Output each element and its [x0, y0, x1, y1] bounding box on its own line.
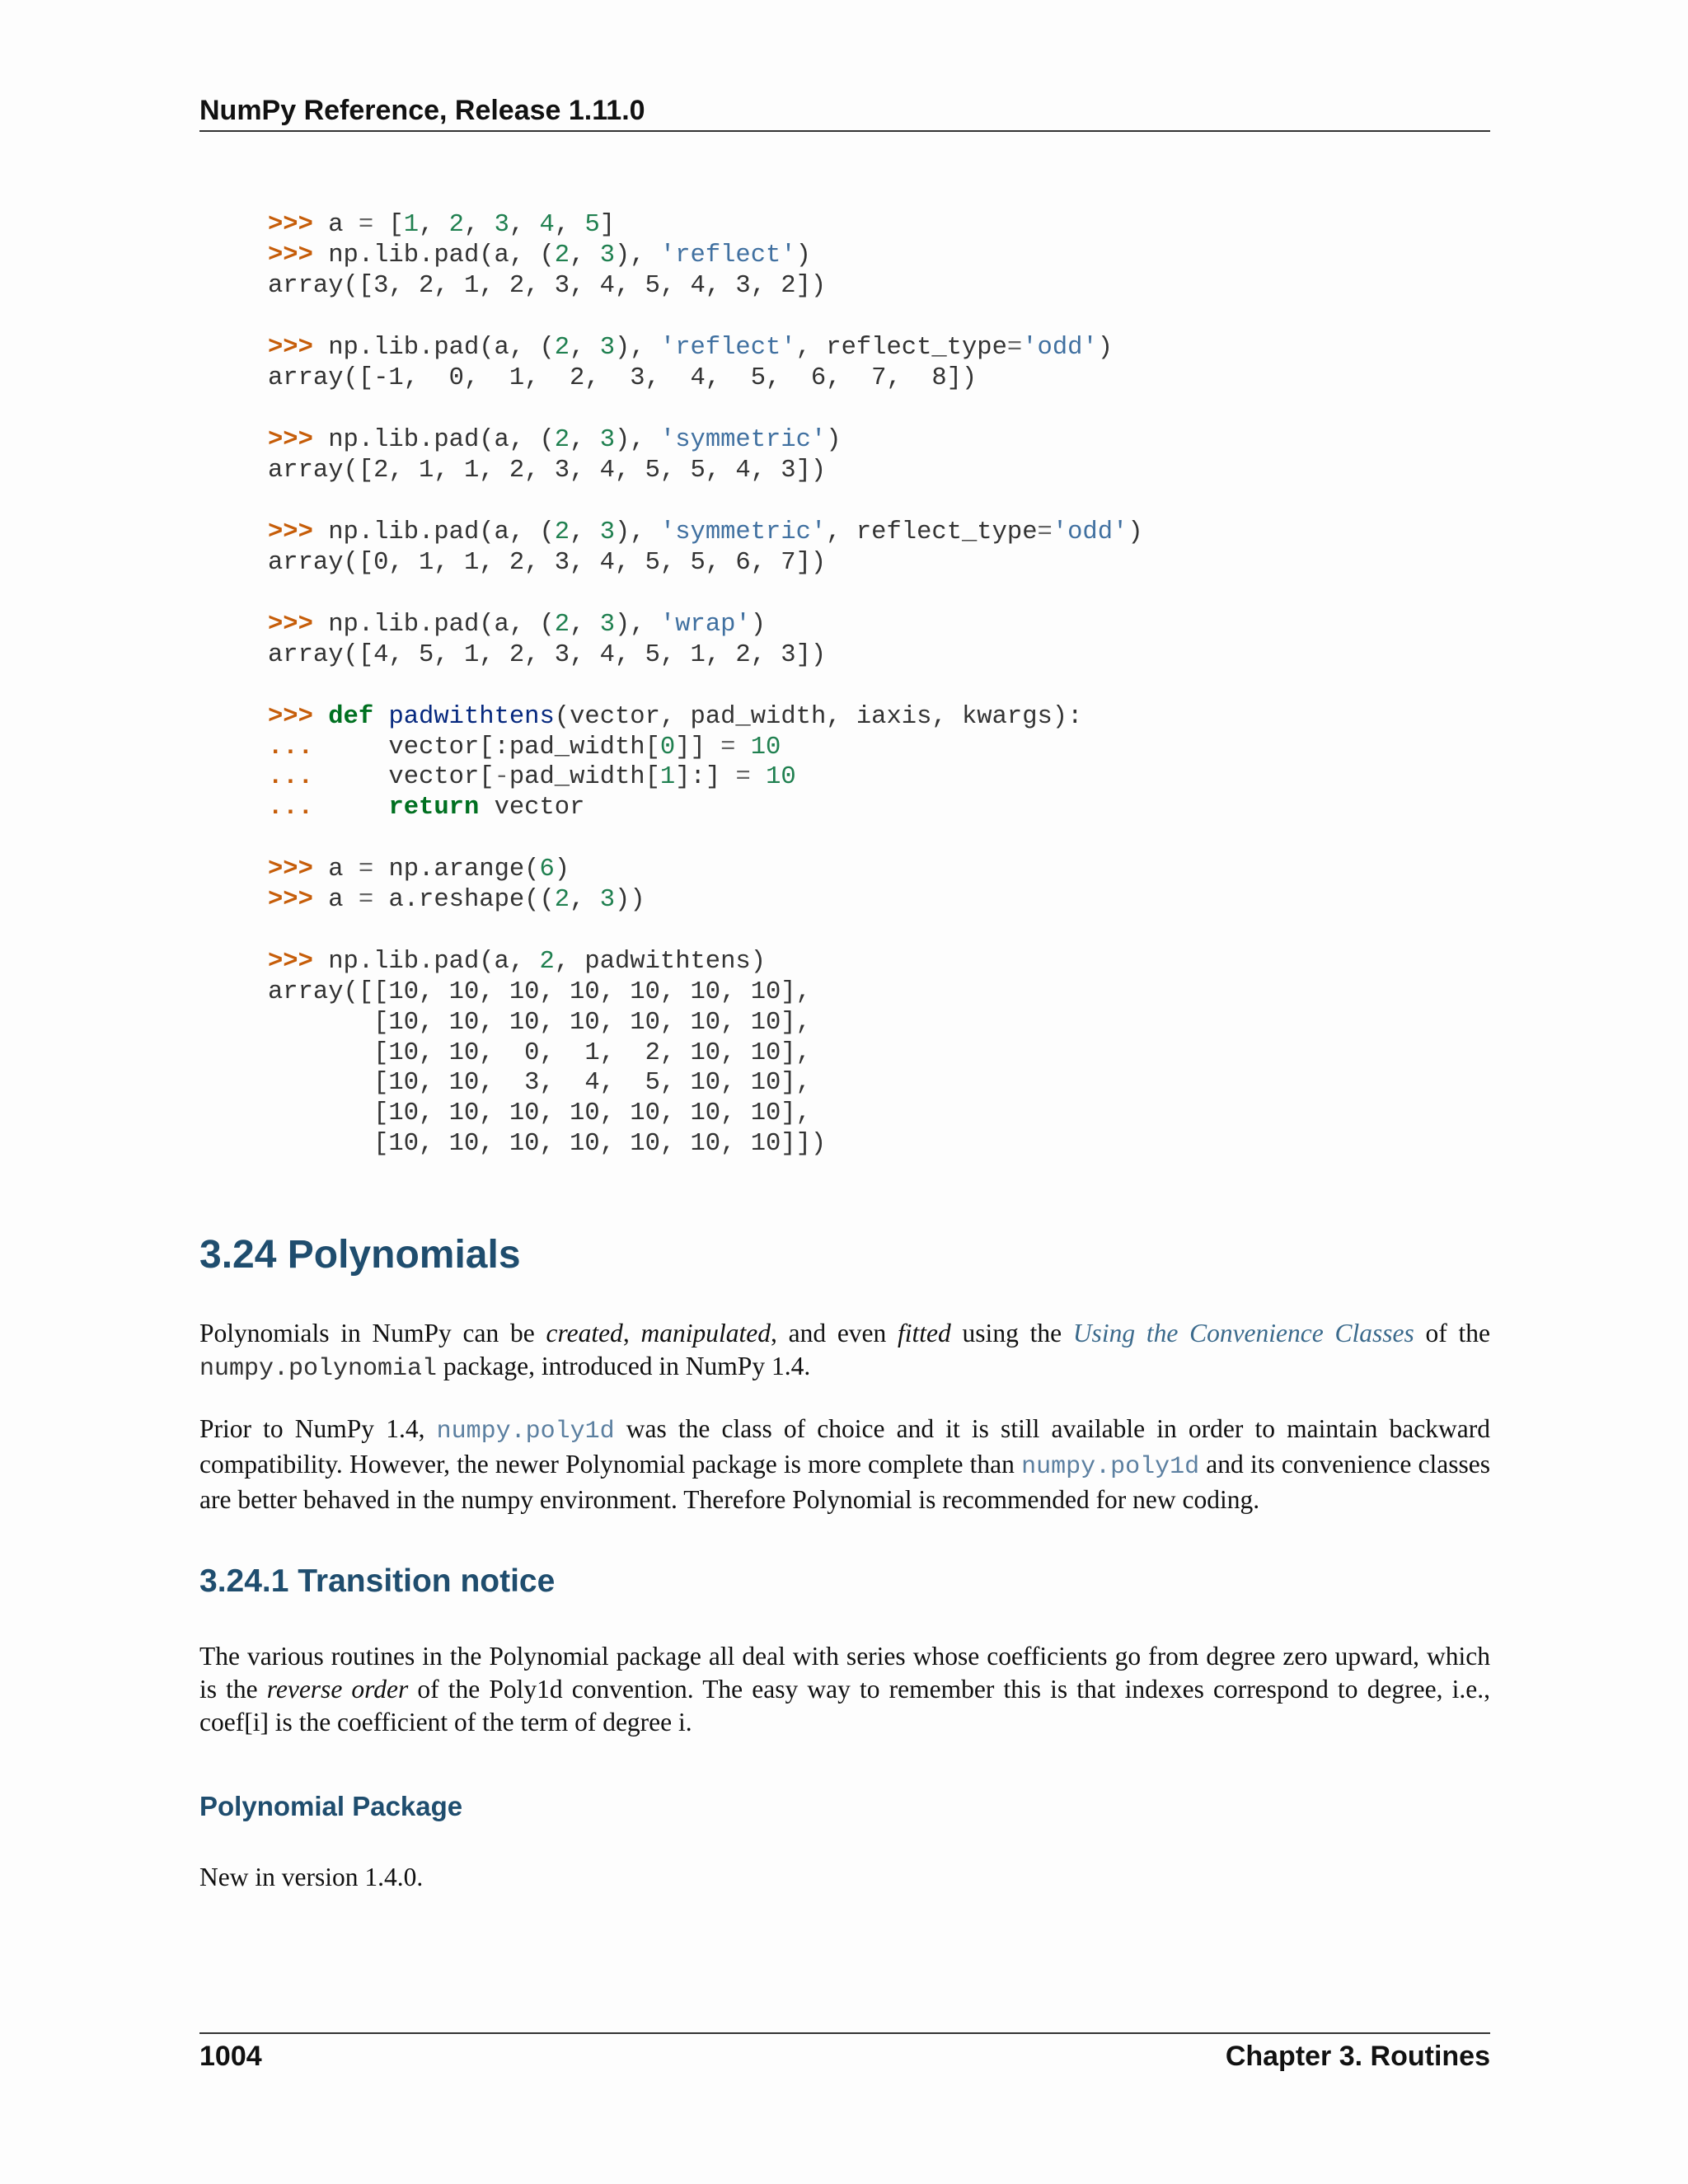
code-text: ) — [1128, 518, 1143, 546]
keyword: return — [388, 794, 480, 823]
prompt: >>> — [268, 702, 329, 731]
number-literal: 10 — [766, 763, 796, 792]
operator: = — [358, 211, 374, 239]
code-text: a — [328, 855, 359, 884]
paragraph-poly1d — [199, 1413, 1490, 1516]
code-text: np.arange( — [373, 855, 540, 884]
code-text: pad_width[ — [509, 763, 660, 792]
prompt: ... — [268, 733, 329, 762]
emphasis: fitted — [898, 1319, 951, 1347]
prompt: >>> — [268, 886, 329, 915]
prompt: >>> — [268, 855, 329, 884]
code-text: np.lib.pad(a, — [328, 948, 540, 977]
string-literal: 'symmetric' — [659, 518, 827, 546]
code-text: ]:] — [675, 763, 736, 792]
number-literal: 3 — [599, 886, 616, 915]
header-title: NumPy Reference, Release 1.11.0 — [199, 95, 645, 126]
text: using the — [950, 1319, 1073, 1347]
code-blank-line — [268, 485, 1143, 517]
code-line — [268, 885, 1143, 916]
text: package, introduced in NumPy 1.4. — [437, 1352, 811, 1380]
number-literal: 3 — [599, 518, 615, 546]
code-line — [268, 518, 1143, 548]
output-text: [10, 10, 10, 10, 10, 10, 10], — [268, 1099, 811, 1128]
code-text: a.reshape(( — [373, 886, 555, 915]
code-line — [268, 855, 1143, 885]
code-text: np.lib.pad(a, ( — [328, 518, 555, 546]
prompt: ... — [268, 794, 329, 823]
number-literal: 3 — [599, 333, 615, 362]
code-text: np.lib.pad(a, ( — [328, 610, 555, 639]
code-text: , reflect_type — [826, 518, 1038, 546]
code-line — [268, 702, 1143, 733]
number-literal: 1 — [659, 763, 676, 792]
number-literal: 3 — [494, 211, 509, 239]
code-text: [ — [373, 211, 404, 239]
code-line — [268, 456, 1143, 486]
string-literal: 'reflect' — [659, 333, 796, 362]
text: The various routines in the Polynomial package all deal with series whose coefficients go from degree zero upward, which is the — [199, 1642, 1490, 1704]
code-text — [751, 763, 766, 791]
poly1d-link[interactable]: numpy.poly1d — [436, 1418, 615, 1446]
operator: = — [358, 886, 374, 915]
string-literal: 'symmetric' — [659, 425, 827, 454]
chapter-label: Chapter 3. Routines — [1225, 2041, 1490, 2072]
code-text: , — [570, 333, 600, 362]
code-line — [268, 977, 1143, 1008]
operator: = — [1037, 518, 1053, 546]
output-text: [10, 10, 10, 10, 10, 10, 10], — [268, 1008, 811, 1037]
prompt: >>> — [268, 948, 329, 977]
prompt: >>> — [268, 425, 329, 454]
output-text: array([4, 5, 1, 2, 3, 4, 5, 1, 2, 3]) — [268, 640, 827, 669]
number-literal: 5 — [584, 211, 600, 239]
operator: = — [735, 763, 751, 792]
code-line — [268, 793, 1143, 823]
code-line — [268, 241, 1143, 271]
code-text: ) — [826, 425, 842, 454]
prompt: >>> — [268, 241, 329, 269]
code-line — [268, 333, 1143, 363]
number-literal: 6 — [539, 855, 555, 884]
output-text: [10, 10, 10, 10, 10, 10, 10]]) — [268, 1130, 827, 1159]
string-literal: 'wrap' — [659, 610, 751, 639]
code-text: , — [570, 518, 600, 546]
code-text — [373, 703, 388, 731]
code-text: ), — [615, 518, 660, 546]
code-text: ] — [599, 211, 616, 239]
emphasis: manipulated — [640, 1319, 771, 1347]
paragraph-version: New in version 1.4.0. — [199, 1863, 424, 1891]
operator: = — [1006, 333, 1023, 362]
code-text: np.lib.pad(a, ( — [328, 425, 555, 454]
poly1d-link[interactable]: numpy.poly1d — [1021, 1453, 1200, 1481]
number-literal: 2 — [554, 333, 570, 362]
code-text: np.lib.pad(a, ( — [328, 333, 555, 362]
code-blank-line — [268, 301, 1143, 332]
subsubsection-heading: Polynomial Package — [199, 1791, 463, 1821]
text: Polynomials in NumPy can be — [199, 1319, 546, 1347]
convenience-classes-link[interactable]: Using the Convenience Classes — [1072, 1319, 1414, 1347]
code-line — [268, 271, 1143, 302]
code-text: vector — [479, 794, 585, 823]
code-text: , — [509, 211, 540, 239]
code-text: ), — [615, 241, 660, 269]
code-text: , padwithtens) — [554, 948, 767, 977]
code-text: )) — [615, 886, 645, 915]
inline-code: numpy.polynomial — [199, 1355, 438, 1383]
code-blank-line — [268, 916, 1143, 947]
subsection-heading: 3.24.1 Transition notice — [199, 1563, 556, 1599]
code-line — [268, 363, 1143, 394]
prompt: ... — [268, 763, 329, 792]
output-text: [10, 10, 3, 4, 5, 10, 10], — [268, 1069, 811, 1098]
code-line — [268, 1099, 1143, 1129]
code-text: ) — [1097, 333, 1114, 362]
emphasis: created — [546, 1319, 623, 1347]
paragraph-intro — [199, 1317, 1490, 1385]
code-text: ), — [615, 333, 660, 362]
code-text: (vector, pad_width, iaxis, kwargs): — [554, 702, 1083, 731]
code-text: , — [554, 211, 585, 239]
code-blank-line — [268, 670, 1143, 701]
operator: - — [494, 763, 509, 792]
code-text — [328, 794, 388, 822]
code-blank-line — [268, 578, 1143, 609]
prompt: >>> — [268, 518, 329, 546]
number-literal: 3 — [599, 241, 615, 269]
number-literal: 3 — [599, 610, 615, 639]
code-text: ), — [615, 425, 660, 454]
text: was the class of choice and it is still available in order to maintain backward compatibility. However, the newer Polynomial package is more complete than — [199, 1414, 1490, 1479]
code-text: , — [463, 211, 495, 239]
number-literal: 2 — [539, 948, 555, 977]
number-literal: 2 — [554, 610, 570, 639]
string-literal: 'odd' — [1022, 333, 1098, 362]
code-blank-line — [268, 393, 1143, 424]
code-text: ), — [615, 610, 660, 639]
code-text: , — [570, 886, 600, 915]
number-literal: 2 — [554, 886, 570, 915]
code-line — [268, 1038, 1143, 1069]
code-line — [268, 733, 1143, 763]
code-text — [735, 733, 750, 762]
operator: = — [358, 855, 374, 884]
running-footer — [199, 2032, 1490, 2073]
code-text: , — [419, 211, 449, 239]
string-literal: 'odd' — [1052, 518, 1128, 546]
output-text: array([0, 1, 1, 2, 3, 4, 5, 5, 6, 7]) — [268, 548, 827, 577]
code-text: ) — [750, 610, 767, 639]
code-line — [268, 762, 1143, 793]
code-text: a — [328, 886, 359, 915]
code-line — [268, 210, 1143, 241]
number-literal: 3 — [599, 425, 615, 454]
code-text: ) — [795, 241, 811, 269]
text: of the Poly1d convention. The easy way to remember this is that indexes correspond to degree, i.e., coef[i] is the coefficient of the term of degree i. — [199, 1675, 1490, 1736]
number-literal: 10 — [750, 733, 781, 762]
prompt: >>> — [268, 333, 329, 362]
number-literal: 2 — [554, 425, 570, 454]
section-heading: 3.24 Polynomials — [199, 1233, 521, 1277]
number-literal: 0 — [659, 733, 676, 762]
code-text: np.lib.pad(a, ( — [328, 241, 555, 269]
code-line — [268, 1008, 1143, 1038]
operator: = — [720, 733, 736, 762]
number-literal: 2 — [448, 211, 464, 239]
code-text: ]] — [675, 733, 721, 762]
code-blank-line — [268, 823, 1143, 855]
code-line — [268, 947, 1143, 977]
code-line — [268, 1068, 1143, 1099]
emphasis: reverse order — [266, 1675, 409, 1704]
page-number: 1004 — [199, 2041, 262, 2072]
code-line — [268, 640, 1143, 671]
code-line — [268, 425, 1143, 456]
code-line — [268, 610, 1143, 640]
code-text: , reflect_type — [795, 333, 1007, 362]
output-text: array([-1, 0, 1, 2, 3, 4, 5, 6, 7, 8]) — [268, 363, 978, 392]
code-text: , — [570, 610, 600, 639]
code-text: a — [328, 211, 359, 239]
paragraph-transition — [199, 1640, 1490, 1739]
code-text: , — [570, 425, 600, 454]
number-literal: 4 — [539, 211, 555, 239]
number-literal: 1 — [403, 211, 420, 239]
text: , — [622, 1319, 641, 1347]
code-line — [268, 548, 1143, 579]
output-text: array([[10, 10, 10, 10, 10, 10, 10], — [268, 978, 811, 1007]
string-literal: 'reflect' — [659, 241, 796, 269]
code-text: , — [570, 241, 600, 269]
code-text: vector[:pad_width[ — [328, 733, 660, 762]
number-literal: 2 — [554, 241, 570, 269]
text: and its convenience classes are better behaved in the numpy environment. Therefore Polynomial is recommended for new coding. — [199, 1450, 1490, 1514]
number-literal: 2 — [554, 518, 570, 546]
code-line — [268, 1129, 1143, 1160]
prompt: >>> — [268, 211, 329, 239]
code-text: ) — [554, 855, 570, 884]
keyword: def — [328, 702, 374, 731]
output-text: [10, 10, 0, 1, 2, 10, 10], — [268, 1038, 811, 1067]
prompt: >>> — [268, 610, 329, 639]
text: of the — [1414, 1319, 1490, 1347]
output-text: array([3, 2, 1, 2, 3, 4, 5, 4, 3, 2]) — [268, 271, 827, 300]
running-header — [199, 92, 1490, 132]
code-text: vector[ — [328, 763, 495, 792]
output-text: array([2, 1, 1, 2, 3, 4, 5, 5, 4, 3]) — [268, 456, 827, 485]
text: , and even — [770, 1319, 898, 1347]
text: Prior to NumPy 1.4, — [199, 1414, 437, 1443]
code-example-block — [268, 210, 1143, 1160]
function-name: padwithtens — [388, 702, 555, 731]
